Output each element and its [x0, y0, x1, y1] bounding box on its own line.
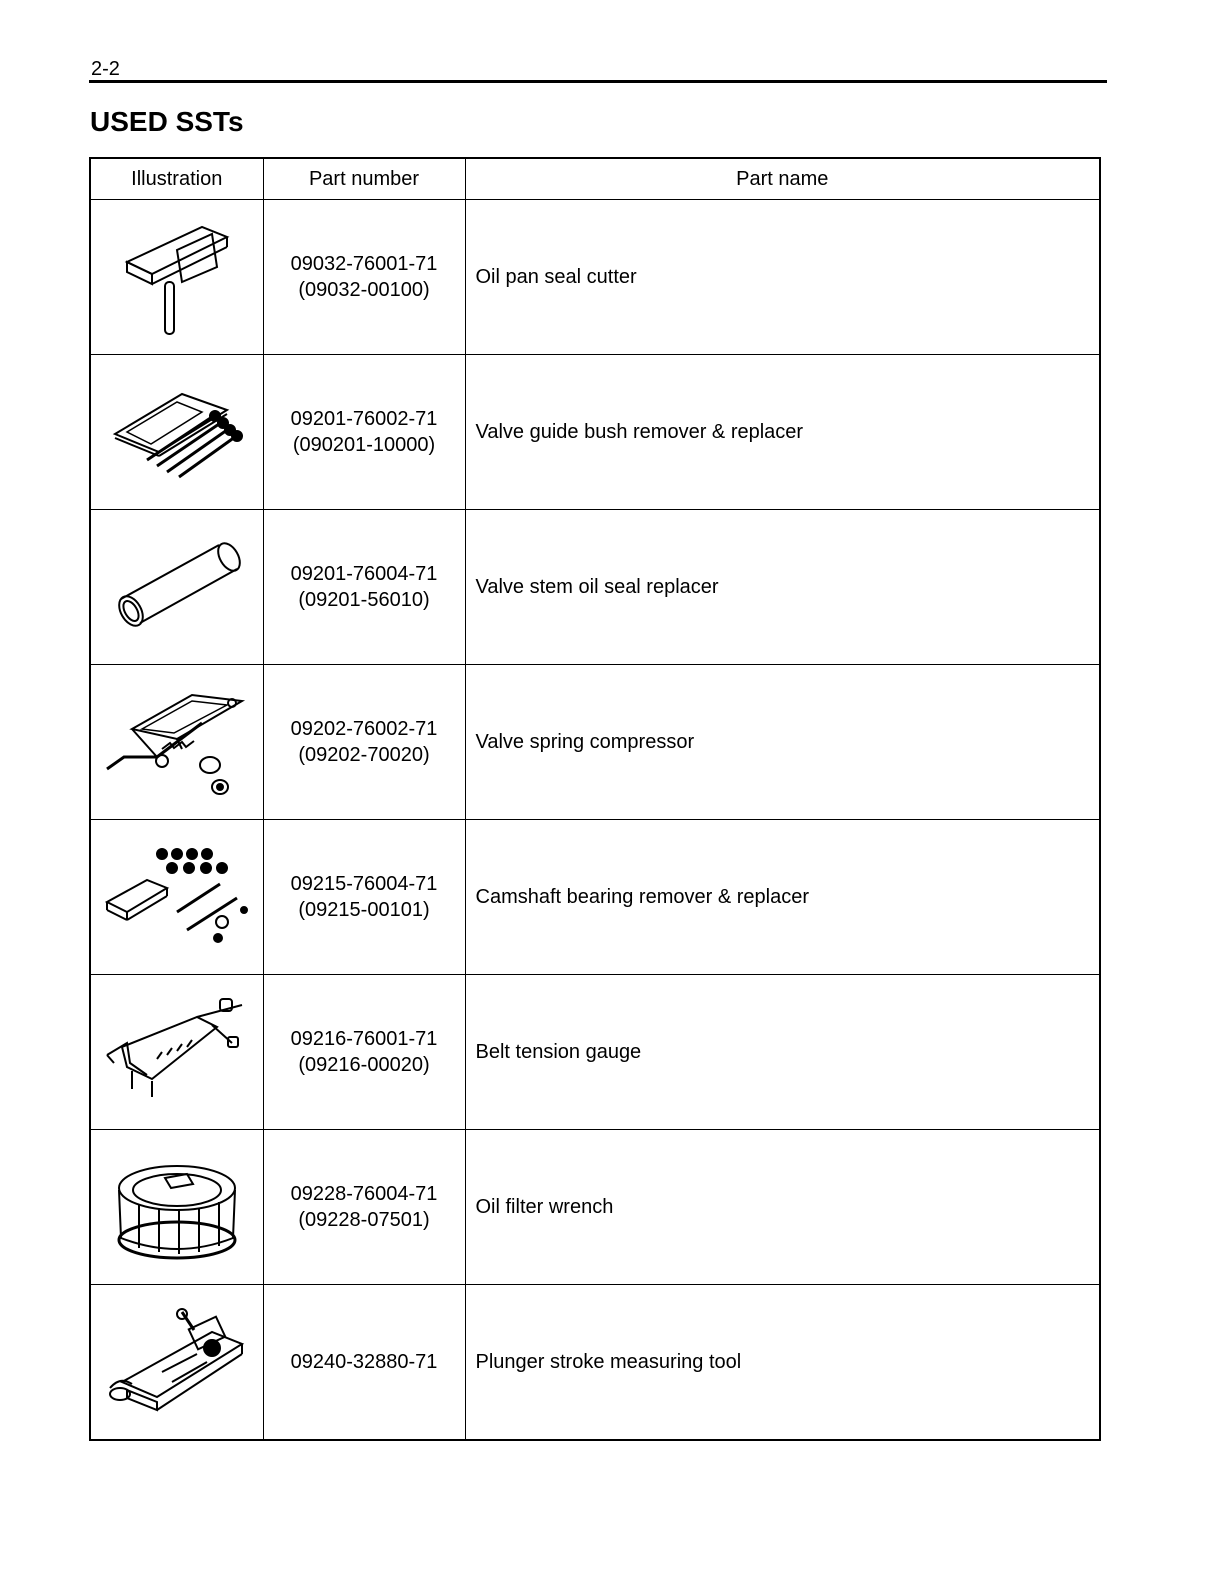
part-name: Valve guide bush remover & replacer: [465, 355, 1100, 510]
part-name: Valve stem oil seal replacer: [465, 510, 1100, 665]
header-illustration: Illustration: [90, 158, 263, 200]
part-number-cell: [263, 355, 465, 510]
part-number: 09216-76001-71: [290, 1028, 438, 1050]
illustration-cell: [90, 975, 263, 1130]
illustration-cell: [90, 355, 263, 510]
part-name: Camshaft bearing remover & replacer: [465, 820, 1100, 975]
valve-guide-bush-tool-icon: [107, 382, 247, 482]
alt-part-number: (09201-56010): [298, 589, 430, 611]
table-header-row: [90, 158, 1100, 200]
valve-spring-compressor-icon: [102, 687, 252, 797]
part-number: 09215-76004-71: [290, 873, 438, 895]
part-number: 09228-76004-71: [290, 1183, 438, 1205]
part-name: Belt tension gauge: [465, 975, 1100, 1130]
table-row: [90, 975, 1100, 1130]
header-part-name: Part name: [465, 158, 1100, 200]
part-number-cell: [263, 510, 465, 665]
page-number: 2-2: [91, 58, 120, 80]
part-number: 09201-76002-71: [290, 408, 438, 430]
part-number: 09032-76001-71: [290, 253, 438, 275]
illustration-cell: [90, 665, 263, 820]
part-name: Oil pan seal cutter: [465, 200, 1100, 355]
illustration-cell: [90, 1285, 263, 1441]
part-number-cell: [263, 1130, 465, 1285]
part-number-cell: [263, 1285, 465, 1441]
part-name: Plunger stroke measuring tool: [465, 1285, 1100, 1441]
alt-part-number: (09228-07501): [298, 1209, 430, 1231]
part-number-cell: [263, 820, 465, 975]
part-name: Oil filter wrench: [465, 1130, 1100, 1285]
part-number-cell: [263, 200, 465, 355]
header-part-number: Part number: [263, 158, 465, 200]
table-row: [90, 510, 1100, 665]
valve-stem-seal-replacer-icon: [107, 537, 247, 637]
camshaft-bearing-tool-icon: [102, 842, 252, 952]
alt-part-number: (090201-10000): [292, 434, 436, 456]
table-row: [90, 1285, 1100, 1441]
illustration-cell: [90, 820, 263, 975]
alt-part-number: (09202-70020): [298, 744, 430, 766]
part-number: 09240-32880-71: [290, 1351, 438, 1373]
part-number: 09202-76002-71: [290, 718, 438, 740]
illustration-cell: [90, 1130, 263, 1285]
part-name: Valve spring compressor: [465, 665, 1100, 820]
part-number: 09201-76004-71: [290, 563, 438, 585]
alt-part-number: (09216-00020): [298, 1054, 430, 1076]
header-rule: [89, 80, 1107, 83]
table-row: [90, 665, 1100, 820]
belt-tension-gauge-icon: [102, 997, 252, 1107]
table-row: [90, 200, 1100, 355]
plunger-stroke-tool-icon: [102, 1302, 252, 1422]
table-row: [90, 1130, 1100, 1285]
table-row: [90, 820, 1100, 975]
part-number-cell: [263, 975, 465, 1130]
table-row: [90, 355, 1100, 510]
sst-table: [89, 157, 1101, 1441]
oil-filter-wrench-icon: [107, 1152, 247, 1262]
page-title: USED SSTs: [90, 106, 244, 137]
illustration-cell: [90, 510, 263, 665]
alt-part-number: (09215-00101): [298, 899, 430, 921]
illustration-cell: [90, 200, 263, 355]
part-number-cell: [263, 665, 465, 820]
alt-part-number: (09032-00100): [298, 279, 430, 301]
oil-pan-seal-cutter-icon: [117, 212, 237, 342]
